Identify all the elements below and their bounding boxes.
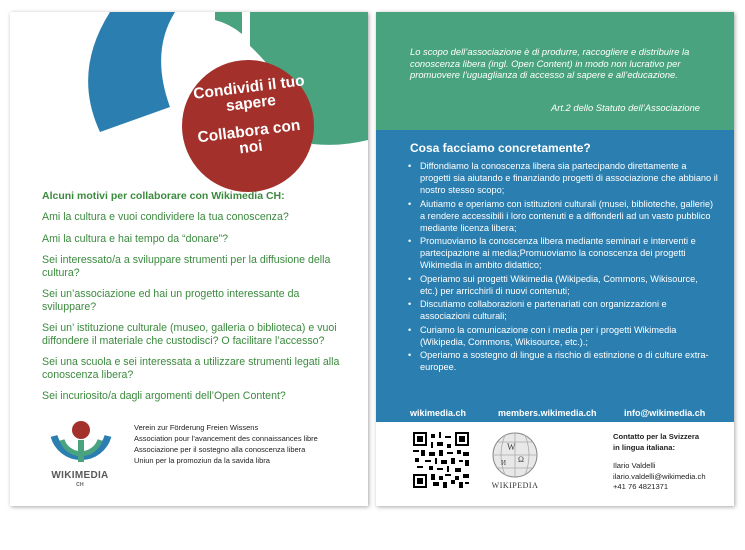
list-item: • Operiamo a sostegno di lingue a rischio di estinzione o di culture extra-europee. bbox=[408, 349, 718, 373]
list-item: • Diffondiamo la conoscenza libera sia partecipando direttamente a progetti sia aiutando e finanziando progetti di associazione che abbiano il nostro stesso scopo; bbox=[408, 160, 718, 196]
logo-chapter: CH bbox=[76, 482, 84, 488]
list-item: • Discutiamo collaborazioni e partenariati con organizzazioni e associazioni culturali; bbox=[408, 298, 718, 322]
wikipedia-globe-icon bbox=[487, 430, 543, 480]
question-item: Sei un’ istituzione culturale (museo, galleria o biblioteca) e vuoi diffondere il materiale che custodisci? O facilitare l’accesso? bbox=[42, 322, 337, 347]
question-item: Sei un’associazione ed hai un progetto interessante da sviluppare? bbox=[42, 288, 300, 313]
question-item: Sei interessato/a a sviluppare strumenti per la diffusione della cultura? bbox=[42, 254, 331, 279]
contact-email[interactable]: ilario.valdelli@wikimedia.ch bbox=[613, 471, 706, 481]
slogan-share: Condividi il tuo sapere bbox=[192, 72, 306, 115]
website-link[interactable]: wikimedia.ch bbox=[410, 408, 467, 418]
contact-phone: +41 76 4821371 bbox=[613, 482, 669, 491]
question-item: Ami la cultura e vuoi condividere la tua conoscenza? bbox=[42, 211, 289, 223]
qr-code-icon bbox=[413, 432, 469, 488]
list-item: • Curiamo la comunicazione con i media per i progetti Wikimedia (Wikipedia, Commons, Wikisource, etc.).; bbox=[408, 324, 718, 348]
statute-quote: Lo scopo dell’associazione è di produrre, raccogliere e distribuire la conoscenza libera (ingl. Open Content) in modo non lucrativo per promuovere l’uguaglianza di accesso al sapere e all’educazione. bbox=[410, 46, 690, 80]
name-french: Association pour l’avancement des connaissances libre bbox=[134, 434, 318, 443]
question-item: Sei una scuola e sei interessata a utilizzare strumenti legati alla conoscenza libera? bbox=[42, 356, 340, 381]
contact-block bbox=[613, 432, 731, 493]
association-names bbox=[134, 422, 364, 466]
list-item: • Promuoviamo la conoscenza libera mediante seminari e interventi e partecipazione ai media;Promuoviamo la conoscenza dei progetti Wikimedia in ambito didattico; bbox=[408, 235, 718, 271]
reasons-heading: Alcuni motivi per collaborare con Wikimedia CH: bbox=[42, 190, 285, 202]
wikimedia-logo-text bbox=[40, 470, 120, 488]
contact-subtitle: in lingua italiana: bbox=[613, 442, 676, 452]
green-small-shape bbox=[215, 12, 242, 34]
list-item: • Aiutiamo e operiamo con istituzioni culturali (musei, biblioteche, gallerie) a rendere accessibili i loro contenuti e a diffonderli ad un vasto pubblico mediante licenza libera; bbox=[408, 198, 718, 234]
statute-quote-panel bbox=[376, 12, 734, 130]
email-link[interactable]: info@wikimedia.ch bbox=[624, 408, 706, 418]
statute-reference: Art.2 dello Statuto dell’Associazione bbox=[550, 102, 700, 113]
links-row bbox=[376, 408, 734, 422]
name-italian: Associazione per il sostegno alla conoscenza libera bbox=[134, 445, 306, 454]
members-link[interactable]: members.wikimedia.ch bbox=[498, 408, 597, 418]
activities-heading: Cosa facciamo concretamente? bbox=[410, 141, 591, 155]
slogan-collaborate: Collabora con noi bbox=[196, 116, 302, 158]
logo-wordmark: WIKIMEDIA bbox=[51, 470, 109, 481]
front-card bbox=[10, 12, 368, 506]
reasons-section bbox=[42, 190, 342, 412]
name-romansh: Uniun per la promoziun da la savida libra bbox=[134, 456, 270, 465]
circle-slogan bbox=[192, 72, 306, 158]
blue-arc-shape bbox=[88, 12, 175, 132]
back-card bbox=[376, 12, 734, 506]
wikipedia-wordmark: WIKIPEDIA bbox=[491, 481, 539, 490]
svg-text:W: W bbox=[507, 442, 516, 452]
question-item: Ami la cultura e hai tempo da “donare”? bbox=[42, 232, 229, 245]
contact-title: Contatto per la Svizzera bbox=[613, 432, 700, 441]
contact-name: Ilario Valdelli bbox=[613, 461, 656, 470]
svg-text:И: И bbox=[501, 459, 507, 467]
list-item: • Operiamo sui progetti Wikimedia (Wikipedia, Commons, Wikisource, etc.) per arricchirli di nuovi contenuti; bbox=[408, 273, 718, 297]
svg-text:Ω: Ω bbox=[518, 455, 524, 464]
name-german: Verein zur Förderung Freien Wissens bbox=[134, 423, 259, 432]
question-item: Sei incuriosito/a dagli argomenti dell’Open Content? bbox=[42, 390, 286, 402]
activities-panel bbox=[376, 130, 734, 422]
activities-list bbox=[408, 160, 718, 375]
